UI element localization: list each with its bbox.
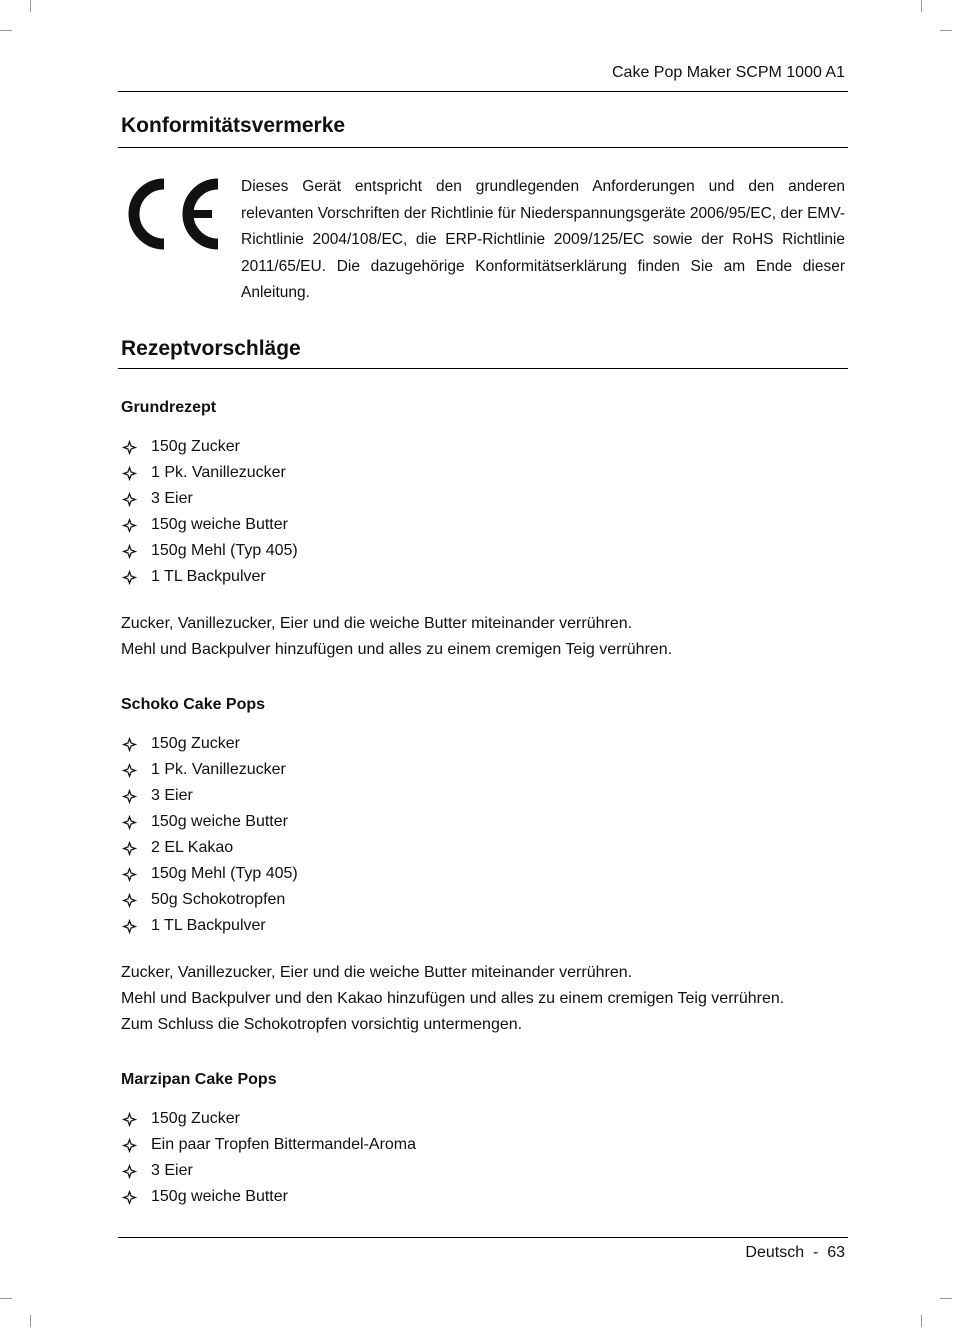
ingredient-item (121, 835, 298, 861)
ingredient-item (121, 861, 298, 887)
recipe-steps (121, 611, 845, 663)
ingredient-item (121, 564, 298, 590)
ingredient-item (121, 1106, 416, 1132)
ingredient-item (121, 512, 298, 538)
ingredient-item (121, 434, 298, 460)
recipe-step-line: Zucker, Vanillezucker, Eier und die weiche Butter miteinander verrühren. (121, 615, 633, 632)
four-petal-diamond-icon (121, 439, 138, 456)
ingredient-label: 1 Pk. Vanillezucker (151, 464, 286, 481)
recipe-step-line: Zum Schluss die Schokotropfen vorsichtig untermengen. (121, 1016, 523, 1033)
ingredient-item (121, 460, 298, 486)
page-number: 63 (827, 1244, 845, 1261)
four-petal-diamond-icon (121, 1189, 138, 1206)
ingredient-label: 3 Eier (151, 490, 193, 507)
four-petal-diamond-icon (121, 543, 138, 560)
ingredient-label: 150g Zucker (151, 438, 240, 455)
ingredient-label: 150g weiche Butter (151, 516, 288, 533)
section-rule (118, 368, 848, 369)
four-petal-diamond-icon (121, 517, 138, 534)
ingredient-item (121, 757, 298, 783)
ingredient-item (121, 1158, 416, 1184)
four-petal-diamond-icon (121, 1137, 138, 1154)
footer-separator: - (812, 1244, 819, 1261)
recipe-title: Marzipan Cake Pops (121, 1071, 277, 1088)
recipes-heading: Rezeptvorschläge (121, 337, 301, 360)
recipe-title: Schoko Cake Pops (121, 696, 266, 713)
ingredient-item (121, 783, 298, 809)
ingredient-label: 1 TL Backpulver (151, 917, 266, 934)
ingredient-label: 3 Eier (151, 1162, 193, 1179)
ingredient-label: 1 TL Backpulver (151, 568, 266, 585)
ingredient-label: 3 Eier (151, 787, 193, 804)
conformity-heading: Konformitätsvermerke (121, 114, 346, 137)
ingredient-item (121, 809, 298, 835)
recipe-step-line: Zucker, Vanillezucker, Eier und die weiche Butter miteinander verrühren. (121, 964, 633, 981)
four-petal-diamond-icon (121, 788, 138, 805)
page-footer (118, 1242, 845, 1264)
conformity-text: Dieses Gerät entspricht den grundlegenden Anforderungen und den anderen relevanten Vorschriften der Richtlinie für Niederspannungsgeräte 2006/95/EC, der EMV-Richtlinie 2004/108/EC, die ERP-Richtlinie 2009/125/EC sowie der RoHS Richtlinie 2011/65/EU. Die dazugehörige Konformitätserklärung finden Sie am Ende dieser Anleitung. (241, 178, 845, 302)
ingredient-list (121, 1106, 416, 1210)
four-petal-diamond-icon (121, 762, 138, 779)
ingredient-label: 150g Zucker (151, 735, 240, 752)
ingredient-label: Ein paar Tropfen Bittermandel-Aroma (151, 1136, 417, 1153)
ingredient-item (121, 486, 298, 512)
ingredient-label: 1 Pk. Vanillezucker (151, 761, 286, 778)
four-petal-diamond-icon (121, 736, 138, 753)
ingredient-item (121, 538, 298, 564)
ingredient-label: 150g weiche Butter (151, 813, 288, 830)
recipe-step-line: Mehl und Backpulver und den Kakao hinzufügen und alles zu einem cremigen Teig verrühren. (121, 990, 785, 1007)
ingredient-label: 150g Mehl (Typ 405) (151, 865, 298, 882)
crop-mark (921, 0, 922, 12)
ingredient-item (121, 1184, 416, 1210)
four-petal-diamond-icon (121, 814, 138, 831)
four-petal-diamond-icon (121, 465, 138, 482)
recipe-title: Grundrezept (121, 399, 217, 416)
four-petal-diamond-icon (121, 1111, 138, 1128)
ingredient-label: 150g Zucker (151, 1110, 240, 1127)
ingredient-list (121, 731, 298, 939)
footer-language: Deutsch (745, 1244, 805, 1261)
ce-mark-icon (120, 176, 224, 252)
ingredient-item (121, 731, 298, 757)
ingredient-label: 50g Schokotropfen (151, 891, 286, 908)
crop-mark (30, 1315, 31, 1327)
ingredient-list (121, 434, 298, 590)
footer-rule (118, 1237, 848, 1238)
page-header: Cake Pop Maker SCPM 1000 A1 (611, 64, 845, 81)
section-rule (118, 147, 848, 148)
ingredient-item (121, 887, 298, 913)
four-petal-diamond-icon (121, 1163, 138, 1180)
ingredient-label: 150g Mehl (Typ 405) (151, 542, 298, 559)
ingredient-label: 2 EL Kakao (151, 839, 234, 856)
four-petal-diamond-icon (121, 840, 138, 857)
crop-mark (0, 30, 12, 31)
ingredient-item (121, 1132, 416, 1158)
crop-mark (30, 0, 31, 12)
four-petal-diamond-icon (121, 918, 138, 935)
four-petal-diamond-icon (121, 491, 138, 508)
crop-mark (940, 1298, 952, 1299)
recipe-step-line: Mehl und Backpulver hinzufügen und alles zu einem cremigen Teig verrühren. (121, 641, 673, 658)
four-petal-diamond-icon (121, 892, 138, 909)
four-petal-diamond-icon (121, 866, 138, 883)
crop-mark (921, 1315, 922, 1327)
ingredient-item (121, 913, 298, 939)
crop-mark (940, 30, 952, 31)
crop-mark (0, 1298, 12, 1299)
four-petal-diamond-icon (121, 569, 138, 586)
ingredient-label: 150g weiche Butter (151, 1188, 288, 1205)
header-rule (118, 91, 848, 92)
recipe-steps (121, 960, 845, 1038)
